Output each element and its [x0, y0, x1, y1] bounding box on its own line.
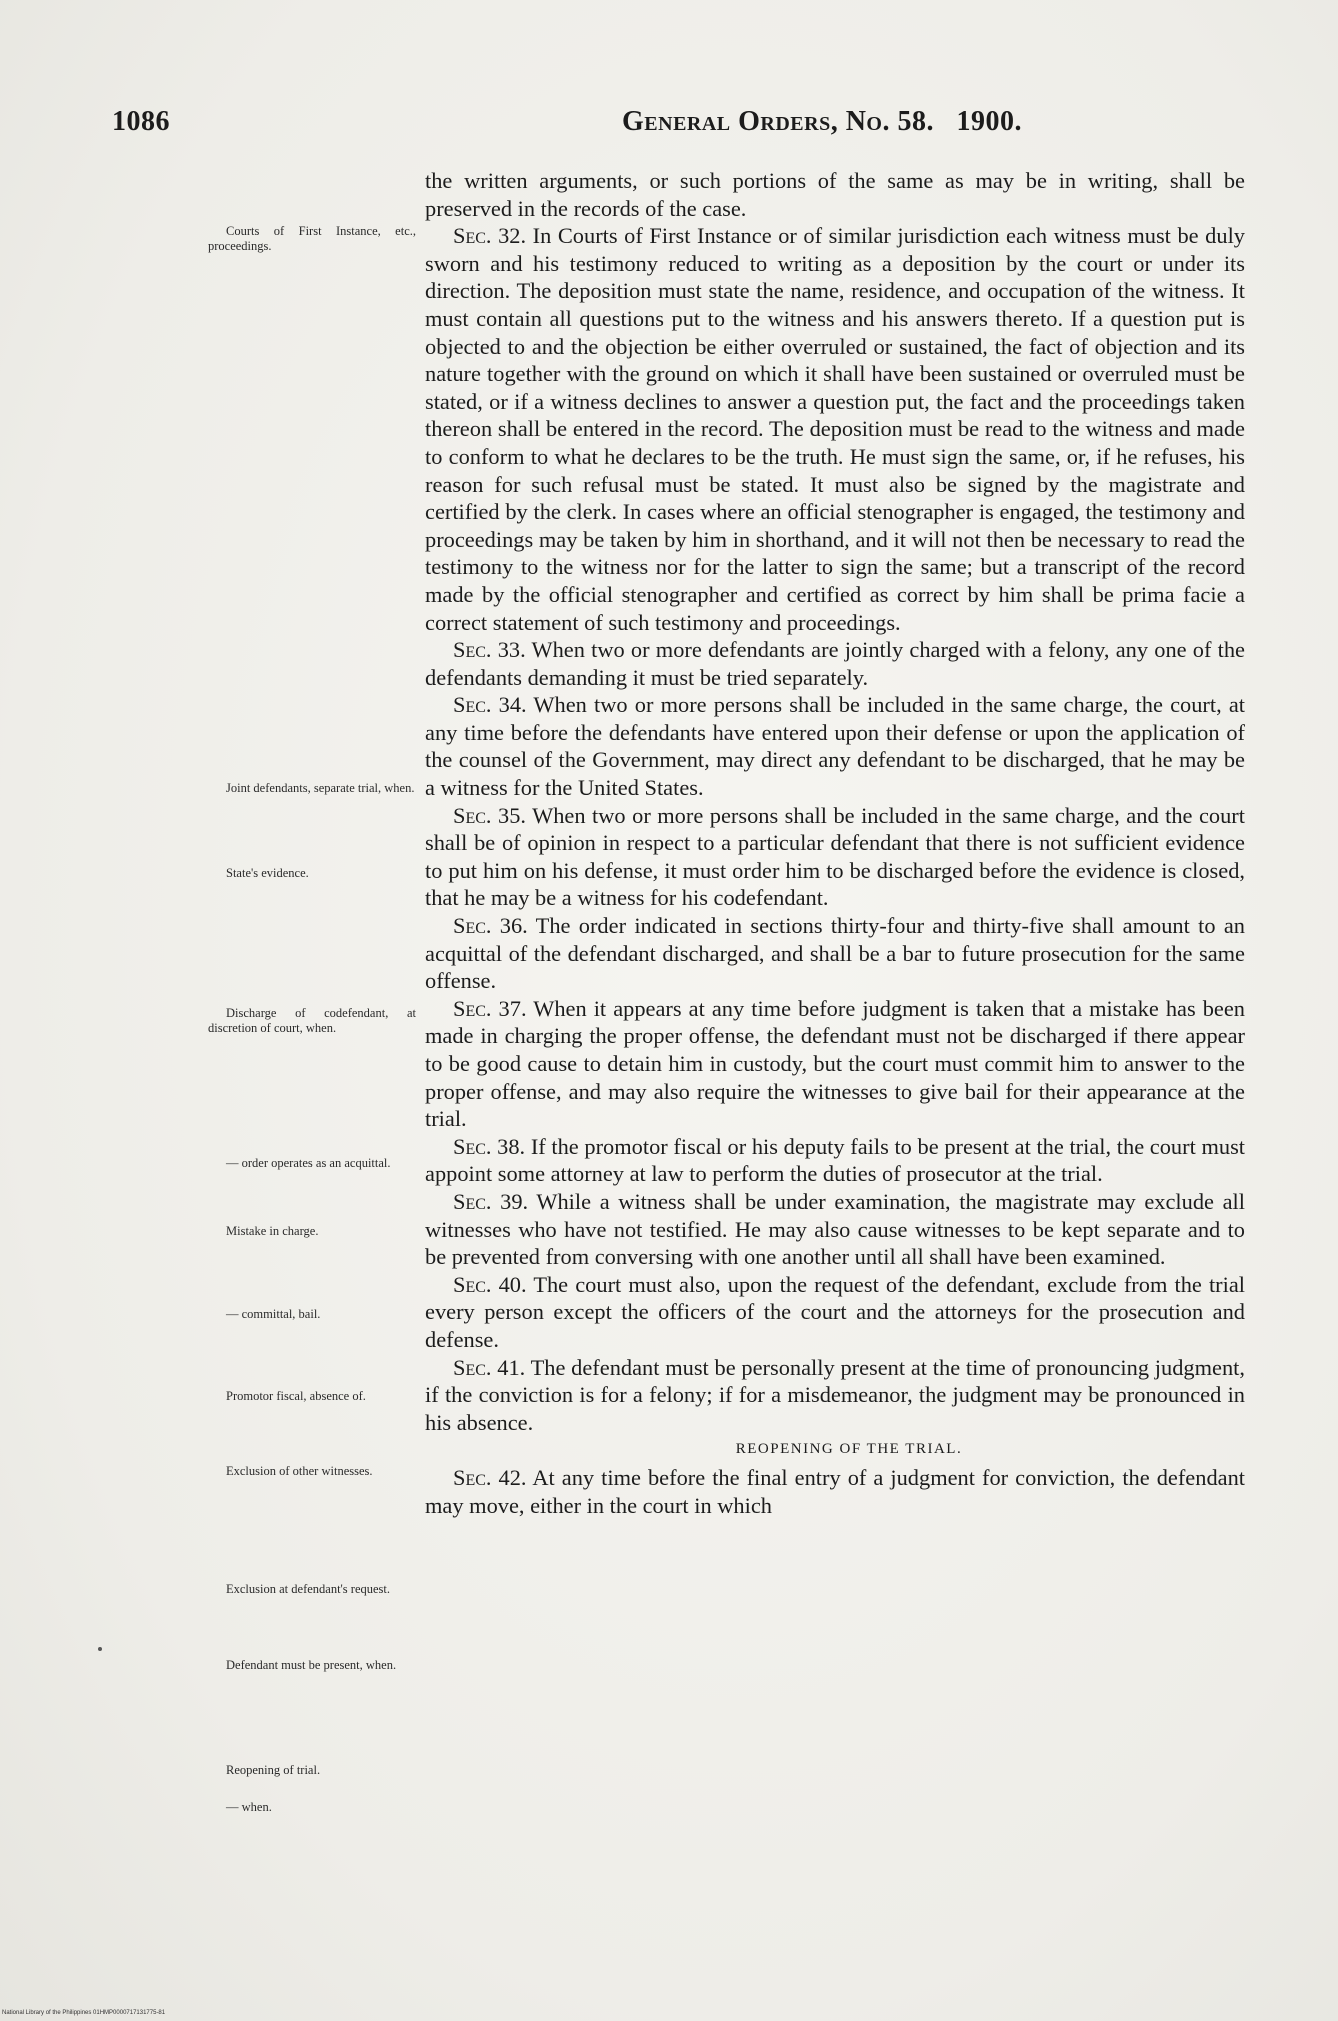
margin-note-mistake-charge: Mistake in charge. — [226, 1224, 319, 1238]
document-title: General Orders, No. 58. — [622, 106, 934, 137]
paragraph-sec-37: Sec. 37. When it appears at any time before judgment is taken that a mistake has been made in charging the proper offense, the defendant must not be discharged if there appear to be good cause to detain him in custody, but the court must commit him to answer to the proper offense, and may also require the witnesses to give bail for their appearance at the trial. — [425, 995, 1245, 1132]
margin-note-promotor-fiscal: Promotor fiscal, absence of. — [226, 1389, 366, 1403]
section-number: Sec. 38. — [453, 1133, 526, 1159]
margin-note-acquittal: — order operates as an acquittal. — [226, 1156, 391, 1170]
section-number: Sec. 42. — [453, 1464, 527, 1490]
margin-note-committal-bail: — committal, bail. — [226, 1307, 321, 1321]
margin-note-states-evidence: State's evidence. — [226, 866, 309, 880]
section-number: Sec. 33. — [453, 637, 526, 663]
section-number: Sec. 34. — [453, 692, 527, 718]
margin-note-discharge-codefendant: Discharge of codefendant, at discretion of court, when. — [208, 1006, 416, 1035]
running-header — [112, 106, 1252, 142]
margin-note-when: — when. — [226, 1800, 272, 1814]
scan-speck — [98, 1647, 102, 1651]
section-number: Sec. 37. — [453, 995, 527, 1021]
running-title — [622, 106, 1022, 138]
section-heading: REOPENING OF THE TRIAL. — [735, 1441, 963, 1458]
margin-note-defendant-present: Defendant must be present, when. — [226, 1658, 397, 1672]
paragraph-sec-34: Sec. 34. When two or more persons shall be included in the same charge, the court, at any time before the defendants have entered upon their defense or upon the application of the counsel of the Government, may direct any defendant to be discharged, that he may be a witness for the United States. — [425, 692, 1245, 801]
section-number: Sec. 41. — [453, 1354, 526, 1380]
paragraph-sec-42: Sec. 42. At any time before the final entry of a judgment for conviction, the defendant may move, either in the court in which — [425, 1464, 1245, 1518]
section-number: Sec. 39. — [453, 1188, 529, 1214]
margin-note-reopening: Reopening of trial. — [226, 1763, 321, 1777]
section-number: Sec. 32. — [453, 223, 527, 249]
paragraph-sec-35: Sec. 35. When two or more persons shall be included in the same charge, and the court shall be of opinion in respect to a particular defendant that there is not sufficient evidence to put him on his defense, it must order him to be discharged before the evidence is closed, that he may be a witness for his codefendant. — [425, 802, 1245, 911]
paragraph-continuation: the written arguments, or such portions of the same as may be in writing, shall be preserved in the records of the case. — [425, 168, 1245, 221]
margin-note-exclusion-witnesses: Exclusion of other witnesses. — [226, 1464, 373, 1478]
body-text — [425, 167, 1245, 1519]
paragraph-sec-38: Sec. 38. If the promotor fiscal or his deputy fails to be present at the trial, the court must appoint some attorney at law to perform the duties of prosecutor at the trial. — [425, 1133, 1246, 1187]
section-number: Sec. 35. — [453, 802, 526, 828]
paragraph-sec-40: Sec. 40. The court must also, upon the request of the defendant, exclude from the trial every person except the officers of the court and the attorneys for the prosecution and defense. — [425, 1271, 1245, 1352]
paragraph-sec-39: Sec. 39. While a witness shall be under examination, the magistrate may exclude all witnesses who have not testified. He may also cause witnesses to be kept separate and to be prevented from conversing with one another until all shall have been examined. — [425, 1188, 1245, 1270]
section-number: Sec. 36. — [453, 913, 528, 939]
paragraph-sec-41: Sec. 41. The defendant must be personally present at the time of pronouncing judgment, if the conviction is for a felony; if for a misdemeanor, the judgment may be pronounced in his absence. — [425, 1354, 1245, 1435]
margin-note-exclusion-request: Exclusion at defendant's request. — [226, 1582, 391, 1596]
document-year: 1900. — [956, 106, 1022, 137]
margin-note-courts-first-instance: Courts of First Instance, etc., proceedings. — [208, 224, 416, 253]
paragraph-sec-33: Sec. 33. When two or more defendants are jointly charged with a felony, any one of the defendants demanding it must be tried separately. — [425, 637, 1245, 690]
page-number: 1086 — [112, 106, 170, 137]
paragraph-sec-32: Sec. 32. In Courts of First Instance or of similar jurisdiction each witness must be duly sworn and his testimony reduced to writing as a deposition by the court or under its direction. The deposition must state the name, residence, and occupation of the witness. It must contain all questions put to the witness and his answers thereto. If a question put is objected to and the objection be either overruled or sustained, the fact of objection and its nature together with the ground on which it shall have been sustained or overruled must be stated, or if a witness declines to answer a question put, the fact and the proceedings taken thereon shall be entered in the record. The deposition must be read to the witness and made to conform to what he declares to be the truth. He must sign the same, or, if he refuses, his reason for such refusal must be stated. It must also be signed by the magistrate and certified by the clerk. In cases where an official stenographer is engaged, the testimony and proceedings may be taken by him in shorthand, and it will not then be necessary to read the testimony to the witness nor for the latter to sign the same; but a transcript of the record made by the official stenographer and certified as correct by him shall be prima facie a correct statement of such testimony and proceedings. — [425, 223, 1245, 635]
paragraph-sec-36: Sec. 36. The order indicated in sections thirty-four and thirty-five shall amount to an acquittal of the defendant discharged, and shall be a bar to future prosecution for the same offense. — [425, 913, 1245, 994]
scan-footer: National Library of the Philippines 01HMP0000717131775-81 — [2, 2010, 166, 2016]
section-number: Sec. 40. — [453, 1271, 527, 1297]
margin-note-joint-defendants: Joint defendants, separate trial, when. — [226, 781, 415, 795]
